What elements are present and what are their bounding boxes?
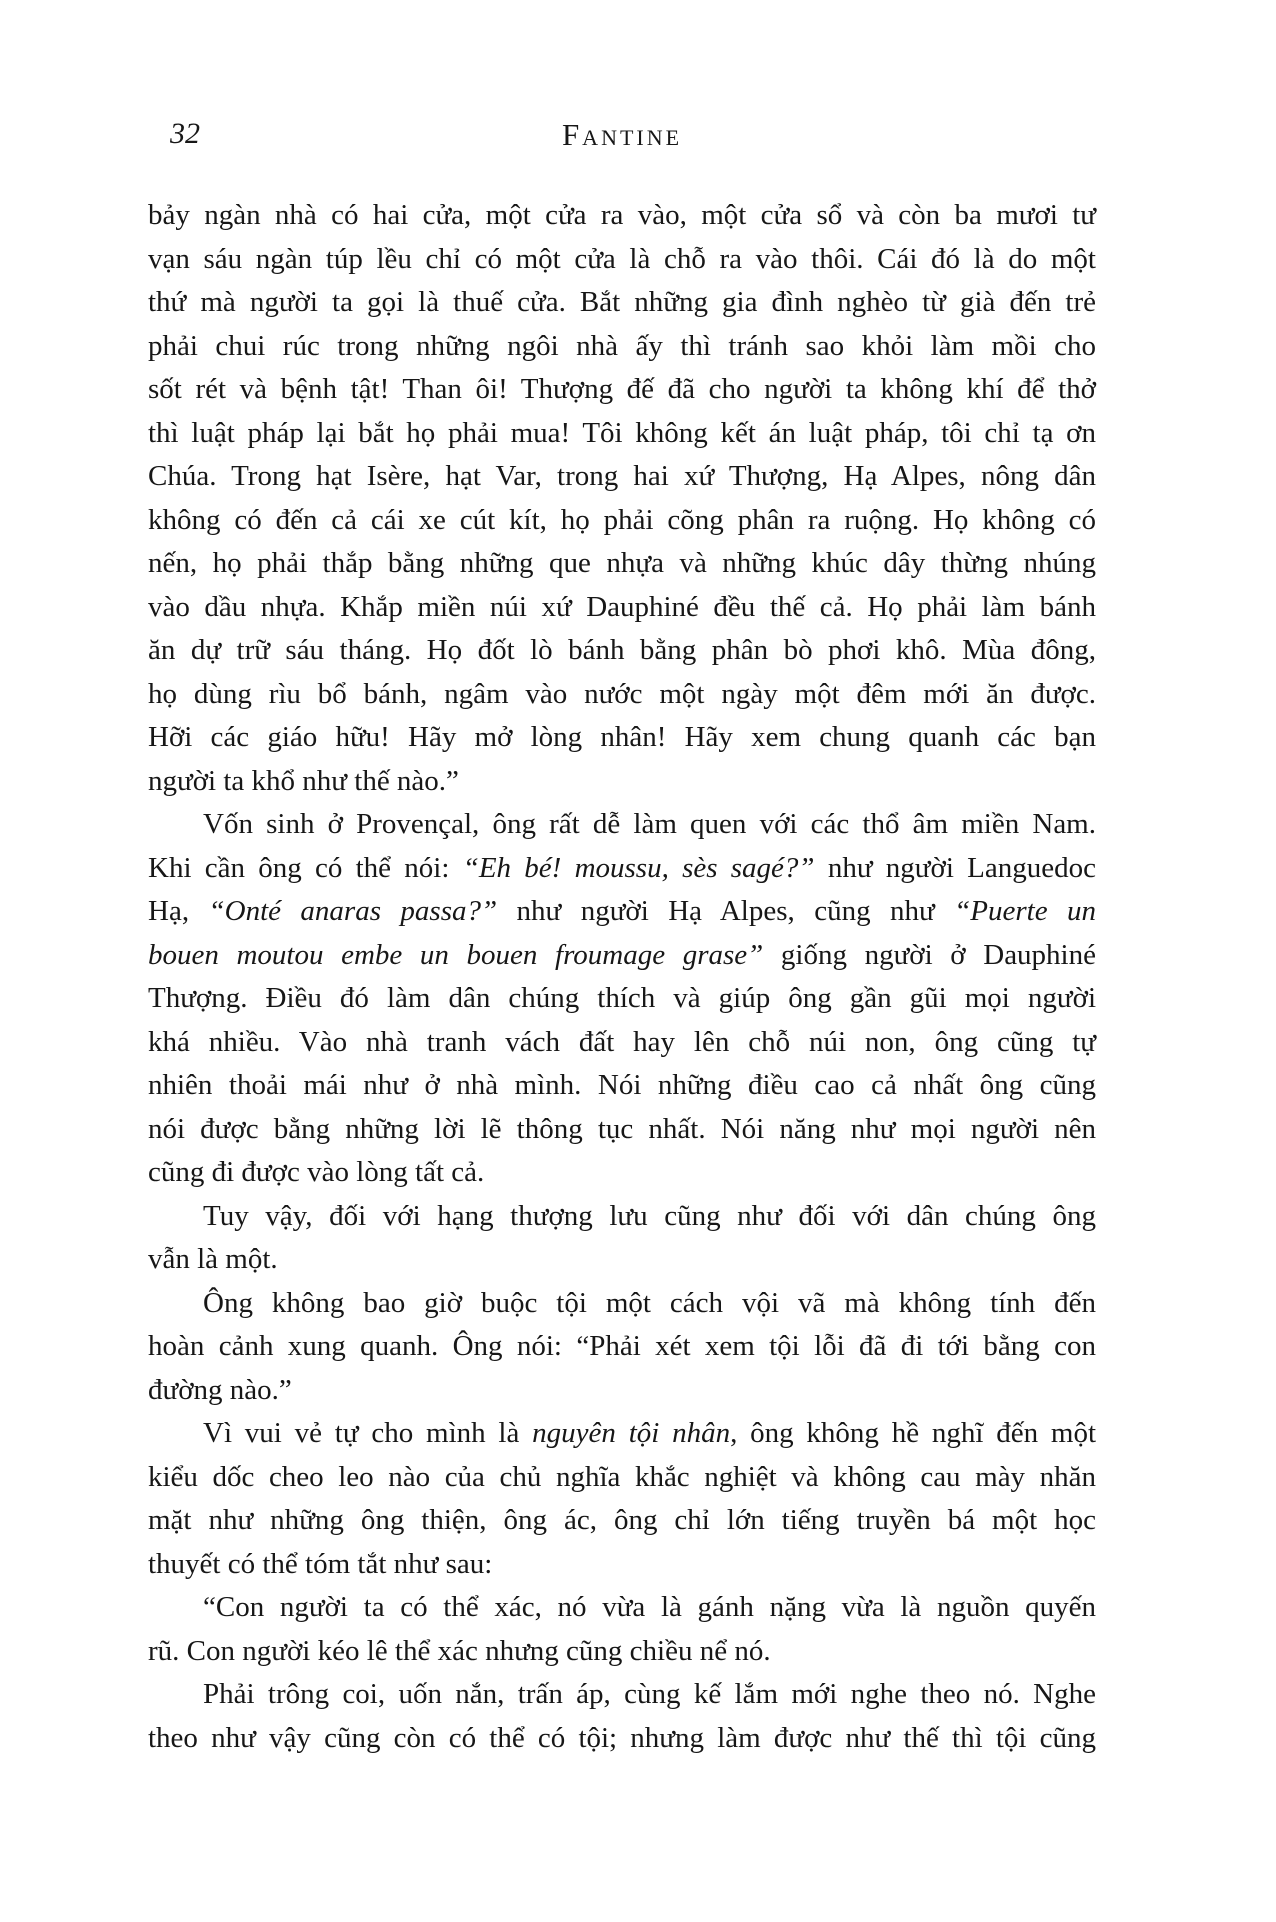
text-segment: hoàn cảnh xung quanh. Ông nói: “Phải xét xem tội lỗi đã đi tới bằng con bbox=[148, 1330, 1096, 1362]
text-line bbox=[148, 1021, 1096, 1065]
text-segment: đường nào.” bbox=[148, 1373, 292, 1406]
paragraph bbox=[148, 1412, 1096, 1586]
text-line bbox=[148, 847, 1096, 891]
paragraph bbox=[148, 1195, 1096, 1282]
text-segment: vào dầu nhựa. Khắp miền núi xứ Dauphiné đều thế cả. Họ phải làm bánh bbox=[148, 590, 1096, 623]
text-line bbox=[148, 1064, 1096, 1108]
text-segment: khá nhiều. Vào nhà tranh vách đất hay lên chỗ núi non, ông cũng tự bbox=[148, 1025, 1096, 1058]
text-line bbox=[148, 455, 1096, 499]
text-segment: bảy ngàn nhà có hai cửa, một cửa ra vào, một cửa sổ và còn ba mươi tư bbox=[148, 199, 1096, 231]
text-line bbox=[148, 1282, 1096, 1326]
text-line bbox=[148, 890, 1096, 934]
text-line bbox=[148, 1325, 1096, 1369]
text-segment: người ta khổ như thế nào.” bbox=[148, 764, 459, 797]
text-line bbox=[148, 629, 1096, 673]
text-line bbox=[148, 1673, 1096, 1717]
text-segment: cũng đi được vào lòng tất cả. bbox=[148, 1156, 485, 1188]
text-line bbox=[148, 803, 1096, 847]
text-segment: thì luật pháp lại bắt họ phải mua! Tôi không kết án luật pháp, tôi chỉ tạ ơn bbox=[148, 416, 1096, 449]
text-segment: nến, họ phải thắp bằng những que nhựa và những khúc dây thừng nhúng bbox=[148, 547, 1096, 579]
text-segment: rũ. Con người kéo lê thể xác nhưng cũng chiều nể nó. bbox=[148, 1634, 771, 1667]
paragraph bbox=[148, 1282, 1096, 1413]
text-line bbox=[148, 1586, 1096, 1630]
italic-phrase: nguyên tội nhân bbox=[532, 1417, 731, 1449]
text-segment: như người Languedoc bbox=[814, 851, 1096, 884]
paragraph bbox=[148, 194, 1096, 803]
text-line bbox=[148, 1543, 1096, 1587]
text-line bbox=[148, 412, 1096, 456]
text-segment: ăn dự trữ sáu tháng. Họ đốt lò bánh bằng phân bò phơi khô. Mùa đông, bbox=[148, 634, 1096, 666]
text-segment: Thượng. Điều đó làm dân chúng thích và giúp ông gần gũi mọi người bbox=[148, 982, 1096, 1014]
text-segment: sốt rét và bệnh tật! Than ôi! Thượng đế đã cho người ta không khí để thở bbox=[148, 373, 1096, 405]
text-line bbox=[148, 1456, 1096, 1500]
text-segment: Vì vui vẻ tự cho mình là bbox=[203, 1417, 533, 1449]
running-header: Fantine bbox=[561, 117, 683, 152]
text-segment: vạn sáu ngàn túp lều chỉ có một cửa là chỗ ra vào thôi. Cái đó là do một bbox=[148, 242, 1096, 275]
text-segment: Tuy vậy, đối với hạng thượng lưu cũng như đối với dân chúng ông bbox=[203, 1199, 1096, 1232]
text-line bbox=[148, 281, 1096, 325]
text-segment: “Con người ta có thể xác, nó vừa là gánh nặng vừa là nguồn quyến bbox=[203, 1591, 1096, 1623]
text-segment: thứ mà người ta gọi là thuế cửa. Bắt những gia đình nghèo từ già đến trẻ bbox=[148, 286, 1096, 318]
text-segment: không có đến cả cái xe cút kít, họ phải cõng phân ra ruộng. Họ không có bbox=[148, 503, 1096, 536]
text-line bbox=[148, 368, 1096, 412]
text-line bbox=[148, 977, 1096, 1021]
text-segment: thuyết có thể tóm tắt như sau: bbox=[148, 1547, 493, 1580]
paragraph bbox=[148, 803, 1096, 1195]
text-line bbox=[148, 499, 1096, 543]
text-segment: như người Hạ Alpes, cũng như bbox=[497, 895, 955, 927]
text-line bbox=[148, 1369, 1096, 1413]
text-line bbox=[148, 1195, 1096, 1239]
text-segment: , ông không hề nghĩ đến một bbox=[730, 1417, 1096, 1449]
italic-phrase: “Onté anaras passa?” bbox=[208, 895, 498, 927]
italic-phrase: “Eh bé! moussu, sès sagé?” bbox=[462, 851, 815, 884]
text-segment: Hạ, bbox=[148, 895, 209, 927]
text-segment: nhiên thoải mái như ở nhà mình. Nói những điều cao cả nhất ông cũng bbox=[148, 1069, 1096, 1101]
paragraph bbox=[148, 1673, 1096, 1760]
text-segment: giống người ở Dauphiné bbox=[763, 938, 1096, 971]
text-segment: Ông không bao giờ buộc tội một cách vội vã mà không tính đến bbox=[203, 1286, 1096, 1319]
text-line bbox=[148, 542, 1096, 586]
text-line bbox=[148, 586, 1096, 630]
text-line bbox=[148, 1412, 1096, 1456]
text-line bbox=[148, 1630, 1096, 1674]
text-line bbox=[148, 1151, 1096, 1195]
text-segment: theo như vậy cũng còn có thể có tội; nhưng làm được như thế thì tội cũng bbox=[148, 1721, 1096, 1754]
text-segment: kiểu dốc cheo leo nào của chủ nghĩa khắc nghiệt và không cau mày nhăn bbox=[148, 1460, 1096, 1493]
italic-phrase: “Puerte un bbox=[954, 895, 1096, 927]
paragraph bbox=[148, 1586, 1096, 1673]
text-segment: Chúa. Trong hạt Isère, hạt Var, trong hai xứ Thượng, Hạ Alpes, nông dân bbox=[148, 460, 1096, 492]
text-line bbox=[148, 1108, 1096, 1152]
text-segment: Phải trông coi, uốn nắn, trấn áp, cùng kế lắm mới nghe theo nó. Nghe bbox=[203, 1678, 1096, 1710]
text-segment: Vốn sinh ở Provençal, ông rất dễ làm quen với các thổ âm miền Nam. bbox=[203, 808, 1096, 840]
text-line bbox=[148, 760, 1096, 804]
italic-phrase: bouen moutou embe un bouen froumage grase” bbox=[148, 938, 764, 971]
text-segment: mặt như những ông thiện, ông ác, ông chỉ lớn tiếng truyền bá một học bbox=[148, 1504, 1096, 1536]
text-line bbox=[148, 934, 1096, 978]
text-line bbox=[148, 1717, 1096, 1761]
text-line bbox=[148, 716, 1096, 760]
page-number: 32 bbox=[170, 117, 200, 150]
text-segment: họ dùng rìu bổ bánh, ngâm vào nước một ngày một đêm mới ăn được. bbox=[148, 677, 1096, 710]
text-segment: Hỡi các giáo hữu! Hãy mở lòng nhân! Hãy xem chung quanh các bạn bbox=[148, 721, 1096, 753]
text-segment: vẫn là một. bbox=[148, 1243, 278, 1275]
text-segment: Khi cần ông có thể nói: bbox=[148, 851, 463, 884]
text-block bbox=[148, 194, 1096, 1760]
text-line bbox=[148, 238, 1096, 282]
text-line bbox=[148, 325, 1096, 369]
text-line bbox=[148, 1499, 1096, 1543]
text-segment: nói được bằng những lời lẽ thông tục nhất. Nói năng như mọi người nên bbox=[148, 1112, 1096, 1145]
text-segment: phải chui rúc trong những ngôi nhà ấy thì tránh sao khỏi làm mồi cho bbox=[148, 329, 1096, 362]
text-line bbox=[148, 673, 1096, 717]
text-line bbox=[148, 194, 1096, 238]
text-line bbox=[148, 1238, 1096, 1282]
